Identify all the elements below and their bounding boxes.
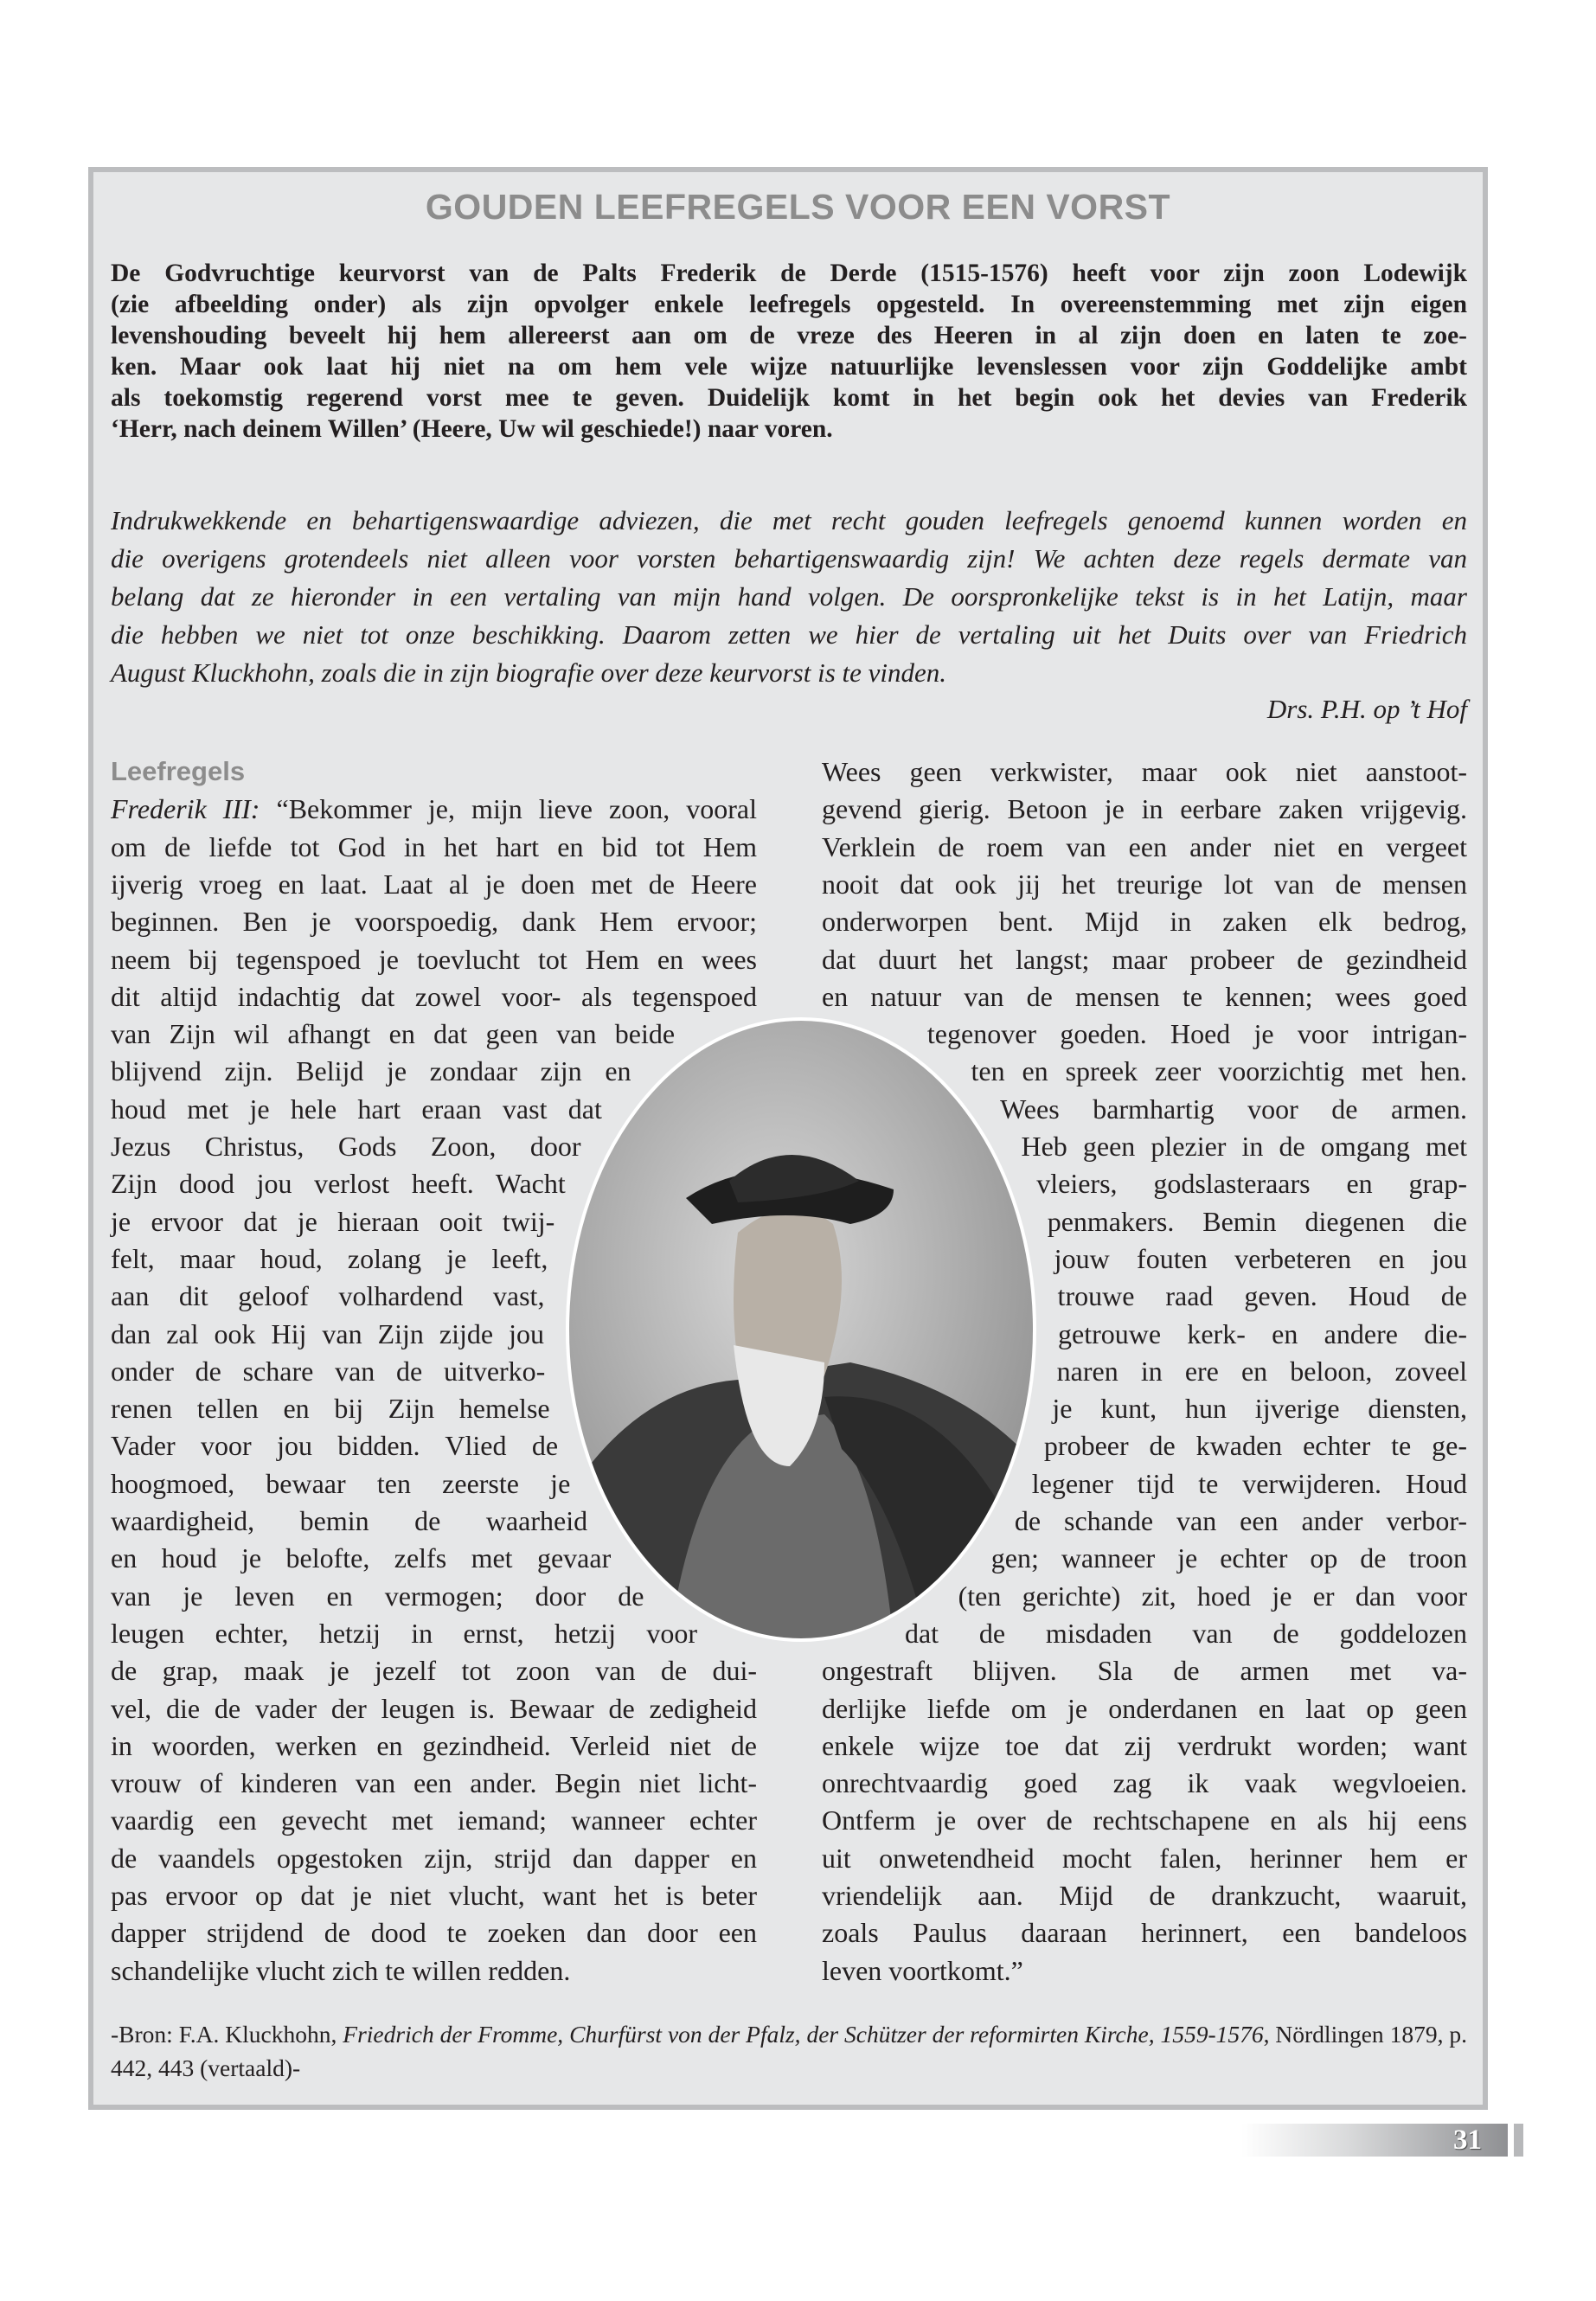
right-column-line: probeer de kwaden echter te ge- bbox=[1043, 1430, 1467, 1462]
left-column-line bbox=[111, 1393, 550, 1425]
line-text: van je leven en vermogen; door de bbox=[111, 1580, 644, 1612]
left-column-line bbox=[111, 1917, 757, 1949]
line-text: neem bij tegenspoed je toevlucht tot Hem en wees bbox=[111, 943, 757, 975]
left-column-line bbox=[111, 1880, 757, 1912]
right-column-line: ten en spreek zeer voorzichtig met hen. bbox=[971, 1055, 1467, 1087]
left-column-line bbox=[111, 1955, 757, 1987]
editor-note-line: die hebben we niet tot onze beschikking. Daarom zetten we hier de vertaling uit het Duits over van Friedrich bbox=[111, 619, 1467, 650]
right-column-line: uit onwetendheid mocht falen, herinner hem er bbox=[822, 1842, 1467, 1874]
page-bar-accent bbox=[1514, 2124, 1523, 2157]
right-column-line: gen; wanneer je echter op de troon bbox=[990, 1542, 1467, 1574]
line-text: ijverig vroeg en laat. Laat al je doen met de Heere bbox=[111, 868, 757, 900]
left-column-line bbox=[111, 1468, 570, 1500]
line-text: blijvend zijn. Belijd je zondaar zijn en bbox=[111, 1055, 631, 1087]
line-text: pas ervoor op dat je niet vlucht, want het is beter bbox=[111, 1880, 757, 1911]
right-column-line: je kunt, hun ijverige diensten, bbox=[1052, 1393, 1467, 1425]
line-text: dapper strijdend de dood te zoeken dan door een bbox=[111, 1917, 757, 1949]
line-text: dan zal ook Hij van Zijn zijde jou bbox=[111, 1317, 544, 1349]
line-text: waardigheid, bemin de waarheid bbox=[111, 1505, 588, 1536]
line-text: onder de schare van de uitverko- bbox=[111, 1355, 546, 1387]
source-prefix: -Bron: F.A. Kluckhohn, bbox=[111, 2021, 343, 2048]
line-text: vrouw of kinderen van een ander. Begin niet licht- bbox=[111, 1767, 757, 1799]
line-text: van Zijn wil afhangt en dat geen van beide bbox=[111, 1018, 676, 1050]
right-column-line: naren in ere en beloon, zoveel bbox=[1056, 1355, 1467, 1387]
left-column-line bbox=[111, 1356, 545, 1388]
left-column-line bbox=[111, 944, 757, 976]
right-column-line: vriendelijk aan. Mijd de drankzucht, waaruit, bbox=[822, 1880, 1467, 1911]
right-column-line: enkele wijze toe dat zij verdrukt worden; want bbox=[822, 1729, 1467, 1761]
left-column-line bbox=[111, 981, 757, 1013]
right-column-line: vleiers, godslasteraars en grap- bbox=[1036, 1168, 1467, 1200]
line-text: vel, die de vader der leugen is. Bewaar de zedigheid bbox=[111, 1692, 757, 1724]
left-column-line bbox=[111, 831, 757, 863]
left-column-line bbox=[111, 1018, 675, 1050]
article-title: GOUDEN LEEFREGELS VOOR EEN VORST bbox=[425, 187, 1171, 227]
right-column-line: dat duurt het langst; maar probeer de gezindheid bbox=[822, 943, 1467, 975]
line-text: om de liefde tot God in het hart en bid tot Hem bbox=[111, 830, 757, 862]
right-column-line: derlijke liefde om je onderdanen en laat op geen bbox=[822, 1692, 1467, 1724]
section-heading: Leefregels bbox=[111, 756, 246, 786]
left-column-line bbox=[111, 1767, 757, 1799]
right-column-line: leven voortkomt.” bbox=[822, 1954, 1023, 1986]
right-column-line: Wees geen verkwister, maar ook niet aanstoot- bbox=[822, 756, 1467, 787]
line-text: Jezus Christus, Gods Zoon, door bbox=[111, 1131, 581, 1162]
left-column-line bbox=[111, 906, 757, 938]
right-column-line: trouwe raad geven. Houd de bbox=[1057, 1280, 1467, 1312]
right-column-line: getrouwe kerk- en andere die- bbox=[1057, 1317, 1467, 1349]
line-text: de vaandels opgestoken zijn, strijd dan dapper en bbox=[111, 1842, 757, 1874]
line-text: en houd je belofte, zelfs met gevaar bbox=[111, 1542, 612, 1574]
right-column-line: en natuur van de mensen te kennen; wees goed bbox=[822, 980, 1467, 1012]
left-column-line bbox=[111, 1580, 644, 1612]
left-column-line bbox=[111, 1131, 581, 1163]
intro-line: ‘Herr, nach deinem Willen’ (Heere, Uw wil geschiede!) naar voren. bbox=[111, 414, 833, 443]
left-column-line bbox=[111, 1280, 544, 1312]
line-text: in woorden, werken en gezindheid. Verleid niet de bbox=[111, 1729, 757, 1761]
right-column-line: onrechtvaardig goed zag ik vaak wegvloeien. bbox=[822, 1767, 1467, 1799]
line-text: dit altijd indachtig dat zowel voor- als tegenspoed bbox=[111, 980, 757, 1012]
source-citation bbox=[111, 2017, 1467, 2085]
line-text: “Bekommer je, mijn lieve zoon, vooral bbox=[276, 793, 758, 825]
right-column-line: onderworpen bent. Mijd in zaken elk bedrog, bbox=[822, 906, 1467, 938]
right-column-line: Verklein de roem van een ander niet en vergeet bbox=[822, 830, 1467, 862]
left-column-line bbox=[111, 1655, 757, 1687]
right-column-line: de schande van een ander verbor- bbox=[1014, 1505, 1467, 1536]
right-column-line: penmakers. Bemin diegenen die bbox=[1047, 1205, 1467, 1237]
line-text: felt, maar houd, zolang je leeft, bbox=[111, 1242, 548, 1274]
editor-note-line: belang dat ze hieronder in een vertaling van mijn hand volgen. De oorspronkelijke tekst is in het Latijn, maar bbox=[111, 580, 1467, 612]
intro-line: als toekomstig regerend vorst mee te geven. Duidelijk komt in het begin ook het devies van Frederik bbox=[111, 383, 1467, 412]
editor-note-line: August Kluckhohn, zoals die in zijn biografie over deze keurvorst is te vinden. bbox=[111, 657, 947, 688]
line-text: vaardig een gevecht met iemand; wanneer echter bbox=[111, 1804, 757, 1836]
line-text: je ervoor dat je hieraan ooit twij- bbox=[111, 1205, 555, 1237]
line-text: aan dit geloof volhardend vast, bbox=[111, 1280, 545, 1312]
line-text: de grap, maak je jezelf tot zoon van de dui- bbox=[111, 1655, 757, 1687]
right-column-line: nooit dat ook jij het treurige lot van de mensen bbox=[822, 868, 1467, 900]
left-column-line bbox=[111, 1843, 757, 1875]
left-column-line bbox=[111, 1804, 757, 1836]
page-number: 31 bbox=[1453, 2125, 1482, 2156]
intro-line: levenshouding beveelt hij hem allereerst aan om de vreze des Heeren in al zijn doen en laten te zoe- bbox=[111, 321, 1467, 349]
line-text: leugen echter, hetzij in ernst, hetzij voor bbox=[111, 1617, 698, 1649]
left-column-line bbox=[111, 1618, 697, 1650]
left-column-line bbox=[111, 1206, 554, 1238]
source-suffix: , Nördlingen 1879, p. 442, 443 (vertaald)- bbox=[111, 2021, 1467, 2081]
right-column-line: tegenover goeden. Hoed je voor intrigan- bbox=[926, 1018, 1467, 1050]
editor-note-line: Indrukwekkende en behartigenswaardige adviezen, die met recht gouden leefregels genoemd kunnen worden en bbox=[111, 505, 1467, 535]
right-column-line: Heb geen plezier in de omgang met bbox=[1021, 1131, 1467, 1162]
right-column-line: jouw fouten verbeteren en jou bbox=[1054, 1242, 1467, 1274]
intro-line: De Godvruchtige keurvorst van de Palts Frederik de Derde (1515-1576) heeft voor zijn zoon Lodewijk bbox=[111, 260, 1467, 287]
editor-note-line: die overigens grotendeels niet alleen voor vorsten behartigenswaardig zijn! We achten deze regels dermate van bbox=[111, 542, 1467, 574]
author-signature: Drs. P.H. op ’t Hof bbox=[1266, 694, 1467, 724]
line-text: schandelijke vlucht zich te willen redden. bbox=[111, 1954, 571, 1986]
left-column-line bbox=[111, 1093, 602, 1125]
right-column-line: (ten gerichte) zit, hoed je er dan voor bbox=[958, 1580, 1467, 1612]
left-column-line bbox=[111, 793, 757, 825]
right-column-line: Wees barmhartig voor de armen. bbox=[1000, 1093, 1467, 1125]
line-text: Vader voor jou bidden. Vlied de bbox=[111, 1430, 559, 1462]
left-column-line bbox=[111, 1168, 566, 1200]
intro-line: ken. Maar ook laat hij niet na om hem vele wijze natuurlijke levenslessen voor zijn Goddelijke ambt bbox=[111, 352, 1467, 381]
line-text: hoogmoed, bewaar ten zeerste je bbox=[111, 1467, 571, 1499]
left-column-line bbox=[111, 1318, 544, 1350]
intro-line: (zie afbeelding onder) als zijn opvolger enkele leefregels opgesteld. In overeenstemming met zijn eigen bbox=[111, 290, 1467, 318]
left-column-line bbox=[111, 1055, 631, 1087]
left-column-line bbox=[111, 1243, 548, 1275]
left-column-line bbox=[111, 1542, 611, 1574]
speaker-label: Frederik III: bbox=[111, 793, 260, 825]
right-column-line: Ontferm je over de rechtschapene en als hij eens bbox=[822, 1804, 1467, 1836]
right-column-line: gevend gierig. Betoon je in eerbare zaken vrijgevig. bbox=[822, 793, 1467, 825]
source-book-title: Friedrich der Fromme, Churfürst von der Pfalz, der Schützer der reformirten Kirche, 1559-1576 bbox=[343, 2021, 1264, 2048]
right-column-line: legener tijd te verwijderen. Houd bbox=[1031, 1467, 1467, 1499]
line-text: houd met je hele hart eraan vast dat bbox=[111, 1093, 602, 1125]
left-column-line bbox=[111, 868, 757, 901]
left-column-line bbox=[111, 1505, 587, 1537]
line-text: beginnen. Ben je voorspoedig, dank Hem ervoor; bbox=[111, 906, 757, 938]
portrait-engraving-frederik-iii bbox=[565, 1016, 1037, 1643]
right-column-line: zoals Paulus daaraan herinnert, een bandeloos bbox=[822, 1917, 1467, 1949]
right-column-line: ongestraft blijven. Sla de armen met va- bbox=[822, 1655, 1467, 1687]
left-column-line bbox=[111, 1730, 757, 1762]
right-column-line: dat de misdaden van de goddelozen bbox=[904, 1617, 1467, 1649]
left-column-line bbox=[111, 1430, 558, 1462]
line-text: Zijn dood jou verlost heeft. Wacht bbox=[111, 1168, 566, 1200]
left-column-line bbox=[111, 1693, 757, 1725]
line-text: renen tellen en bij Zijn hemelse bbox=[111, 1393, 550, 1425]
